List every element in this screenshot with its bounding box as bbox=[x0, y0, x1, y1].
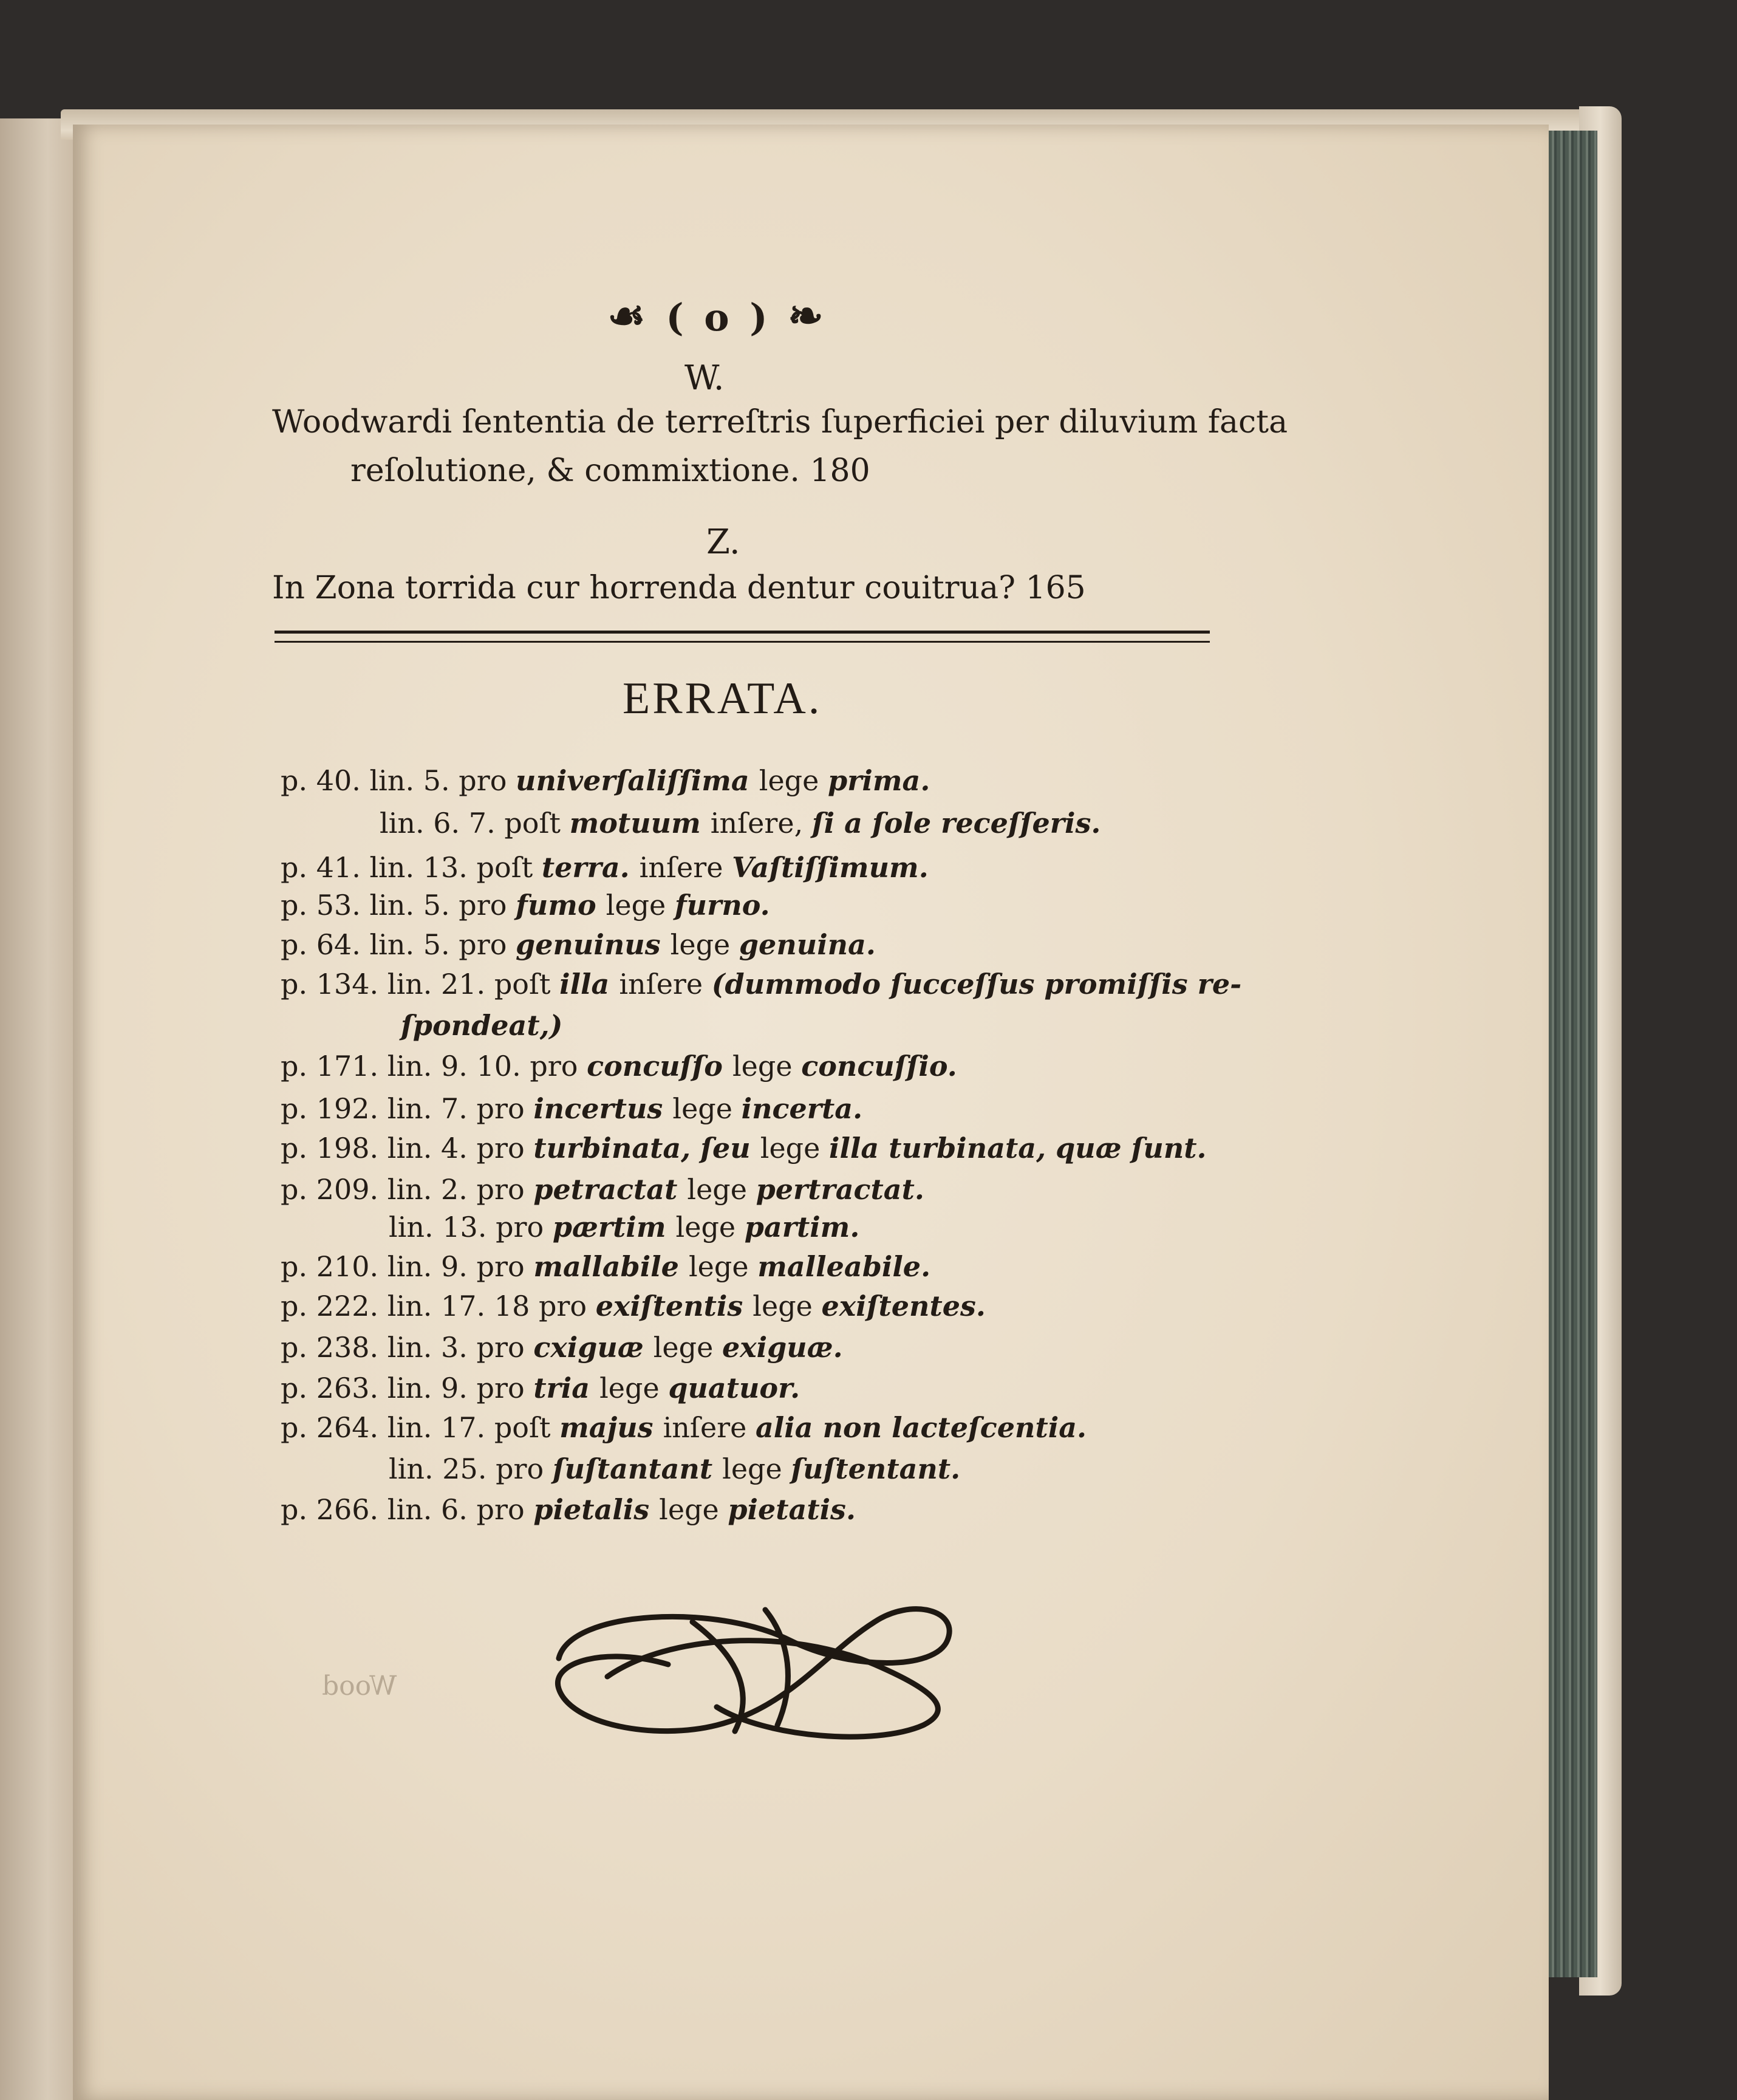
errata-verb: lege bbox=[732, 1050, 802, 1082]
errata-entry bbox=[389, 1451, 960, 1487]
errata-entry bbox=[281, 1329, 843, 1366]
errata-verb: lege bbox=[599, 1372, 669, 1404]
errata-verb: inſere bbox=[639, 851, 732, 884]
section-letter-w: W. bbox=[684, 358, 725, 398]
errata-verb: lege bbox=[659, 1493, 728, 1526]
errata-action: pro bbox=[476, 1250, 534, 1283]
errata-action: pro bbox=[476, 1331, 534, 1364]
errata-verb: lege bbox=[687, 1173, 756, 1206]
errata-ref: p. 171. lin. 9. 10. bbox=[281, 1050, 530, 1082]
index-entry-w-line1: Woodwardi ſententia de terreſtris ſuperficiei per diluvium facta bbox=[272, 404, 1288, 440]
errata-correction: exiguæ. bbox=[722, 1331, 843, 1364]
errata-action: poſt bbox=[476, 851, 542, 884]
errata-wrong-word: fumo bbox=[516, 889, 606, 922]
errata-entry bbox=[281, 1090, 862, 1127]
errata-ref: p. 53. lin. 5. bbox=[281, 889, 459, 922]
errata-ref: p. 263. lin. 9. bbox=[281, 1372, 477, 1404]
errata-ref: p. 134. lin. 21. bbox=[281, 968, 494, 1000]
errata-action: pro bbox=[496, 1452, 553, 1485]
errata-wrong-word: exiſtentis bbox=[595, 1290, 753, 1322]
errata-action: pro bbox=[476, 1372, 534, 1404]
errata-correction: incerta. bbox=[741, 1092, 863, 1125]
errata-verb: lege bbox=[672, 1092, 742, 1125]
errata-correction: ſi a ſole receſſeris. bbox=[811, 807, 1101, 840]
errata-wrong-word: terra. bbox=[541, 851, 640, 884]
errata-verb: inſere bbox=[619, 968, 712, 1000]
errata-ref: p. 222. lin. 17. 18 bbox=[281, 1290, 539, 1322]
errata-action: pro bbox=[476, 1173, 534, 1206]
errata-entry bbox=[401, 1007, 562, 1044]
errata-wrong-word: univerſaliſſima bbox=[516, 764, 759, 797]
errata-wrong-word: ſuſtantant bbox=[552, 1452, 723, 1485]
errata-wrong-word: petractat bbox=[533, 1173, 688, 1206]
errata-correction: prima. bbox=[827, 764, 930, 797]
errata-action: pro bbox=[459, 928, 516, 961]
errata-ref: lin. 13. bbox=[389, 1211, 496, 1243]
errata-entry bbox=[281, 1288, 986, 1324]
errata-entry bbox=[380, 805, 1101, 841]
errata-entry bbox=[281, 1171, 924, 1208]
index-entry-w-line2: reſolutione, & commixtione. 180 bbox=[350, 453, 870, 489]
errata-action: pro bbox=[530, 1050, 587, 1082]
errata-wrong-word: incertus bbox=[533, 1092, 673, 1125]
errata-action: pro bbox=[476, 1132, 534, 1165]
errata-wrong-word: illa bbox=[559, 968, 619, 1000]
ornament-left-icon: ☙ bbox=[607, 290, 649, 341]
errata-ref: p. 41. lin. 13. bbox=[281, 851, 477, 884]
errata-correction: concuſſio. bbox=[801, 1050, 957, 1082]
errata-wrong-word: tria bbox=[533, 1372, 600, 1404]
errata-verb: lege bbox=[606, 889, 675, 922]
errata-wrong-word: pietalis bbox=[533, 1493, 660, 1526]
errata-action: pro bbox=[459, 889, 516, 922]
errata-action: poſt bbox=[494, 1411, 560, 1444]
errata-action: pro bbox=[496, 1211, 553, 1243]
errata-ref: p. 64. lin. 5. bbox=[281, 928, 459, 961]
errata-wrong-word: turbinata, ſeu bbox=[533, 1132, 760, 1165]
errata-ref: p. 266. lin. 6. bbox=[281, 1493, 477, 1526]
errata-action: poſt bbox=[494, 968, 560, 1000]
errata-correction: quatuor. bbox=[668, 1372, 800, 1404]
errata-entry bbox=[281, 1370, 800, 1406]
flourish-ornament-icon bbox=[534, 1585, 972, 1756]
errata-ref: p. 264. lin. 17. bbox=[281, 1411, 494, 1444]
errata-action: pro bbox=[459, 764, 516, 797]
errata-ref: lin. 25. bbox=[389, 1452, 496, 1485]
section-divider-rule bbox=[275, 631, 1210, 643]
errata-action: pro bbox=[476, 1493, 534, 1526]
index-entry-z: In Zona torrida cur horrenda dentur couitrua? 165 bbox=[272, 570, 1086, 606]
errata-action: poſt bbox=[504, 807, 570, 840]
errata-correction: malleabile. bbox=[757, 1250, 931, 1283]
errata-entry bbox=[281, 1409, 1087, 1446]
errata-correction: genuina. bbox=[739, 928, 876, 961]
errata-correction: (dummodo ſucceſſus promiſſis re- bbox=[711, 968, 1242, 1000]
errata-verb: lege bbox=[675, 1211, 745, 1243]
errata-wrong-word: cxiguæ bbox=[533, 1331, 654, 1364]
errata-correction: partim. bbox=[744, 1211, 860, 1243]
errata-entry bbox=[281, 966, 1241, 1002]
errata-ref: p. 40. lin. 5. bbox=[281, 764, 459, 797]
errata-verb: lege bbox=[653, 1331, 722, 1364]
errata-entry bbox=[281, 1130, 1207, 1166]
errata-verb: lege bbox=[670, 928, 739, 961]
errata-wrong-word: genuinus bbox=[516, 928, 671, 961]
errata-verb: inſere bbox=[663, 1411, 756, 1444]
errata-correction: furno. bbox=[674, 889, 770, 922]
errata-ref: p. 192. lin. 7. bbox=[281, 1092, 477, 1125]
errata-entry bbox=[281, 1248, 930, 1285]
errata-wrong-word: pærtim bbox=[552, 1211, 676, 1243]
errata-correction: illa turbinata, quæ ſunt. bbox=[828, 1132, 1207, 1165]
errata-correction: pietatis. bbox=[728, 1493, 856, 1526]
errata-correction: exiſtentes. bbox=[821, 1290, 986, 1322]
errata-ref: lin. 6. 7. bbox=[380, 807, 505, 840]
errata-verb: lege bbox=[722, 1452, 791, 1485]
errata-entry bbox=[281, 849, 929, 886]
section-letter-z: Z. bbox=[706, 522, 740, 562]
errata-entry bbox=[281, 1491, 856, 1528]
errata-verb: inſere, bbox=[710, 807, 812, 840]
errata-entry bbox=[281, 926, 876, 963]
errata-entry bbox=[281, 887, 770, 923]
ornament-right-icon: ❧ bbox=[788, 290, 827, 341]
errata-ref: p. 198. lin. 4. bbox=[281, 1132, 477, 1165]
errata-ref: p. 238. lin. 3. bbox=[281, 1331, 477, 1364]
errata-entry bbox=[281, 762, 930, 799]
errata-verb: lege bbox=[760, 1132, 829, 1165]
errata-wrong-word: majus bbox=[559, 1411, 663, 1444]
errata-correction: alia non lacteſcentia. bbox=[756, 1411, 1087, 1444]
errata-action: pro bbox=[538, 1290, 596, 1322]
errata-correction: ſpondeat,) bbox=[401, 1009, 563, 1042]
errata-wrong-word: mallabile bbox=[533, 1250, 689, 1283]
errata-correction: pertractat. bbox=[756, 1173, 924, 1206]
errata-correction: ſuſtentant. bbox=[791, 1452, 961, 1485]
errata-entry bbox=[281, 1048, 957, 1084]
errata-ref: p. 209. lin. 2. bbox=[281, 1173, 477, 1206]
errata-ref: p. 210. lin. 9. bbox=[281, 1250, 477, 1283]
facing-page-edge bbox=[0, 118, 79, 2100]
errata-verb: lege bbox=[759, 764, 828, 797]
errata-action: pro bbox=[476, 1092, 534, 1125]
errata-correction: Vaſtiſſimum. bbox=[732, 851, 929, 884]
errata-entry bbox=[389, 1209, 859, 1245]
errata-verb: lege bbox=[688, 1250, 758, 1283]
folio-number: ( o ) bbox=[666, 295, 771, 340]
page-header bbox=[607, 290, 827, 341]
errata-wrong-word: concuſſo bbox=[587, 1050, 732, 1082]
bleed-through-text: Wood bbox=[322, 1671, 397, 1702]
errata-wrong-word: motuum bbox=[569, 807, 711, 840]
errata-heading: ERRATA. bbox=[623, 674, 822, 723]
errata-verb: lege bbox=[752, 1290, 822, 1322]
